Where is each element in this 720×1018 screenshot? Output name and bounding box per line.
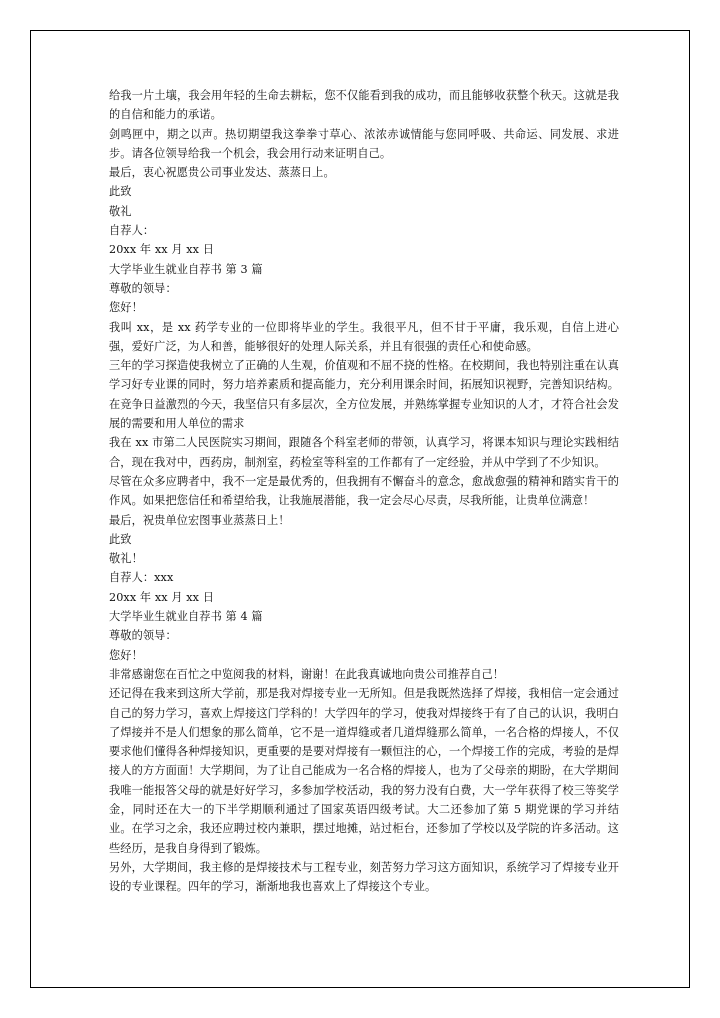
paragraph: 给我一片土壤，我会用年轻的生命去耕耘，您不仅能看到我的成功，而且能够收获整个秋天。这就是我的自信和能力的承诺。 [109,89,619,122]
paragraph: 剑鸣匣中，期之以声。热切期望我这拳拳寸草心、浓浓赤诚情能与您同呼吸、共命运、同发展、求进步。请各位领导给我一个机会，我会用行动来证明自己。 [109,127,619,160]
paragraph: 另外，大学期间，我主修的是焊接技术与工程专业，刻苦努力学习这方面知识，系统学习了焊接专业开设的专业课程。四年的学习，渐渐地我也喜欢上了焊接这个专业。 [109,860,619,894]
section-title: 大学毕业生就业自荐书 第 4 篇 [109,610,263,624]
paragraph: 我叫 xx，是 xx 药学专业的一位即将毕业的学生。我很平凡，但不甘于平庸，我乐观，自信上进心强，爱好广泛，为人和善，能够很好的处理人际关系，并且有很强的责任心和使命感。 [109,320,619,353]
signature-line: 自荐人： [109,224,155,238]
greeting-line: 尊敬的领导： [109,281,177,295]
paragraph: 尽管在众多应聘者中，我不一定是最优秀的，但我拥有不懈奋斗的意念，愈战愈强的精神和踏实肯干的作风。如果把您信任和希望给我，让我施展潜能，我一定会尽心尽责，尽我所能，让贵单位满意！ [109,474,619,508]
section-title: 大学毕业生就业自荐书 第 3 篇 [109,262,263,276]
greeting-line: 您好！ [109,648,143,662]
paragraph: 还记得在我来到这所大学前，那是我对焊接专业一无所知。但是我既然选择了焊接，我相信一定会通过自己的努力学习，喜欢上焊接这门学科的！大学四年的学习，使我对焊接终于有了自己的认识，我明白了焊接并不是人们想象的那么简单，它不是一道焊缝或者几道焊缝那么简单，一名合格的焊接人，不仅要求他们懂得各种焊接知识，更重要的是要对焊接有一颗恒注的心，一个焊接工作的完成，考验的是焊接人的方方面面！大学期间，为了让自己能成为一名合格的焊接人，也为了父母亲的期盼，在大学期间我唯一能报答父母的就是好好学习，多参加学校活动，我的努力没有白费，大一学年获得了校三等奖学金，同时还在大一的下半学期顺利通过了国家英语四级考试。大二还参加了第 5 期党课的学习并结业。在学习之余，我还应聘过校内兼职，摆过地摊，站过柜台，还参加了学校以及学院的许多活动。这些经历，是我自身得到了锻炼。 [109,687,619,855]
paragraph: 最后，衷心祝愿贵公司事业发达、蒸蒸日上。 [109,166,335,180]
paragraph: 三年的学习探造使我树立了正确的人生观，价值观和不屈不挠的性格。在校期间，我也特别注重在认真学习好专业课的同时，努力培养素质和提高能力，充分利用课余时间，拓展知识视野，完善知识结构。在竞争日益激烈的今天，我坚信只有多层次，全方位发展，并熟练掌握专业知识的人才，才符合社会发展的需要和用人单位的需求 [109,359,619,431]
salutation-line: 此致 [109,532,132,546]
greeting-line: 您好！ [109,301,143,315]
paragraph: 非常感谢您在百忙之中览阅我的材料，谢谢！在此我真诚地向贵公司推荐自己！ [109,667,505,681]
signature-line: 自荐人：xxx [109,571,174,585]
document-body [109,86,619,896]
salutation-line: 此致 [109,185,132,199]
greeting-line: 尊敬的领导： [109,629,177,643]
date-line: 20xx 年 xx 月 xx 日 [109,590,215,604]
salutation-line: 敬礼！ [109,552,143,566]
date-line: 20xx 年 xx 月 xx 日 [109,243,215,257]
salutation-line: 敬礼 [109,204,132,218]
paragraph: 最后，祝贵单位宏图事业蒸蒸日上！ [109,513,290,527]
paragraph: 我在 xx 市第二人民医院实习期间，跟随各个科室老师的带领，认真学习，将课本知识与理论实践相结合，现在我对中，西药房，制剂室，药检室等科室的工作都有了一定经验，并从中学到了不少知识。 [109,436,619,469]
